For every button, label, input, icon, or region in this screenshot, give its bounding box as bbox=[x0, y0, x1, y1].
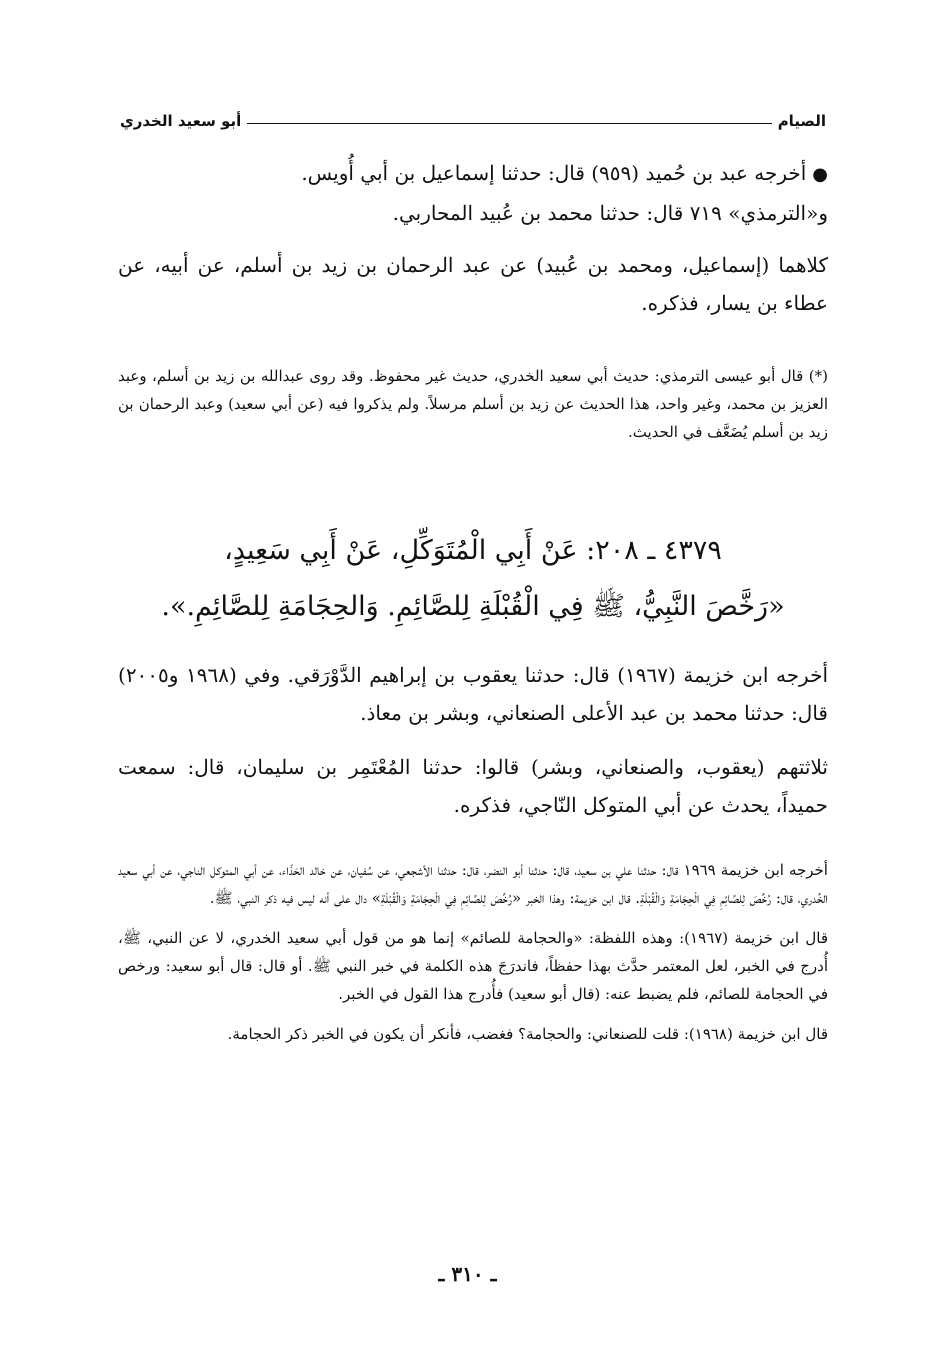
running-header bbox=[120, 104, 826, 130]
note-ibn-khuzayma-1968: قال ابن خزيمة (١٩٦٨): قلت للصنعاني: والحجامة؟ فغضب، فأنكر أن يكون في الخبر ذكر الحجامة. bbox=[227, 1025, 828, 1043]
header-rule bbox=[247, 123, 771, 124]
source-line-1-text: أخرجه عبد بن حُميد (٩٥٩) قال: حدثنا إسماعيل بن أبي أُويس. bbox=[301, 161, 807, 185]
takhrij-paragraph: أخرجه ابن خزيمة (١٩٦٧) قال: حدثنا يعقوب بن إبراهيم الدَّوْرَقي. وفي (١٩٦٨ و٢٠٠٥) قال: حدثنا محمد بن عبد الأعلى الصنعاني، وبشر بن معاذ. bbox=[118, 663, 829, 725]
notes-section-2 bbox=[118, 856, 828, 1048]
footnote-tirmidhi: (*) قال أبو عيسى الترمذي: حديث أبي سعيد الخدري، حديث غير محفوظ. وقد روى عبدالله بن زيد بن أسلم، وعبد العزيز بن محمد، وغير واحد، هذا الحديث عن زيد بن أسلم مرسلاً. ولم يذكروا فيه (عن أبي سعيد) وعبد الرحمان بن زيد بن أسلم يُضَعَّف في الحديث. bbox=[118, 367, 828, 441]
header-narrator: أبو سعيد الخدري bbox=[120, 112, 242, 130]
narrators-paragraph: ثلاثتهم (يعقوب، والصنعاني، وبشر) قالوا: حدثنا المُعْتَمِر بن سليمان، قال: سمعت حميداً، يحدث عن أبي المتوكل النّاجي، فذكره. bbox=[118, 755, 828, 817]
source-line-2: و«الترمذي» ٧١٩ قال: حدثنا محمد بن عُبيد المحاربي. bbox=[392, 201, 828, 225]
source-section-2 bbox=[118, 656, 828, 824]
header-chapter: الصيام bbox=[777, 112, 826, 130]
note-ibn-khuzayma-1969: أخرجه ابن خزيمة ١٩٦٩ قال: حدثنا علي بن سعيد، قال: حدثنا أبو النضر، قال: حدثنا الأشجعي، عن سُفيان، عن خالد الحَذّاء، عن أبي المتوكل الناجي، عن أبي سعيد الخُدري، قال: رُخِّصَ لِلصَّائِمِ فِي الْحِجَامَةِ وَالْقُبْلَةِ. قال ابن خزيمة: وهذا الخبر «رُخِّصَ لِلصَّائِمِ فِي الْحِجَامَةِ وَالْقُبْلَةِ» دال على أنه ليس فيه ذكر النبي، ﷺ. bbox=[118, 861, 828, 907]
footnote-block-1 bbox=[118, 362, 828, 446]
note-ibn-khuzayma-1967: قال ابن خزيمة (١٩٦٧): وهذه اللفظة: «والحجامة للصائم» إنما هو من قول أبي سعيد الخدري، لا عن النبي، ﷺ، أُدرج في الخبر، لعل المعتمر حدَّث بهذا حفظاً، فاندرَجَ هذه الكلمة في خبر النبي ﷺ. أو قال: قال أبو سعيد: ورخص في الحجامة للصائم، فلم يضبط عنه: (قال أبو سعيد) فأُدرج هذا القول في الخبر. bbox=[118, 929, 828, 1003]
hadith-line-2: «رَخَّصَ النَّبِيُّ، ﷺ فِي الْقُبْلَةِ لِلصَّائِمِ. وَالحِجَامَةِ لِلصَّائِمِ.». bbox=[161, 591, 785, 622]
bullet-icon: ● bbox=[812, 164, 828, 185]
chain-paragraph: كلاهما (إسماعيل، ومحمد بن عُبيد) عن عبد الرحمان بن زيد بن أسلم، عن أبيه، عن عطاء بن يسار، فذكره. bbox=[118, 253, 828, 315]
page-number: ـ ٣١٠ ـ bbox=[438, 1262, 497, 1286]
source-section-1 bbox=[118, 154, 828, 322]
hadith-line-1: ٤٣٧٩ ـ ٢٠٨: عَنْ أَبِي الْمُتَوَكِّلِ، عَنْ أَبِي سَعِيدٍ، bbox=[224, 535, 722, 566]
source-line-1 bbox=[118, 154, 828, 194]
